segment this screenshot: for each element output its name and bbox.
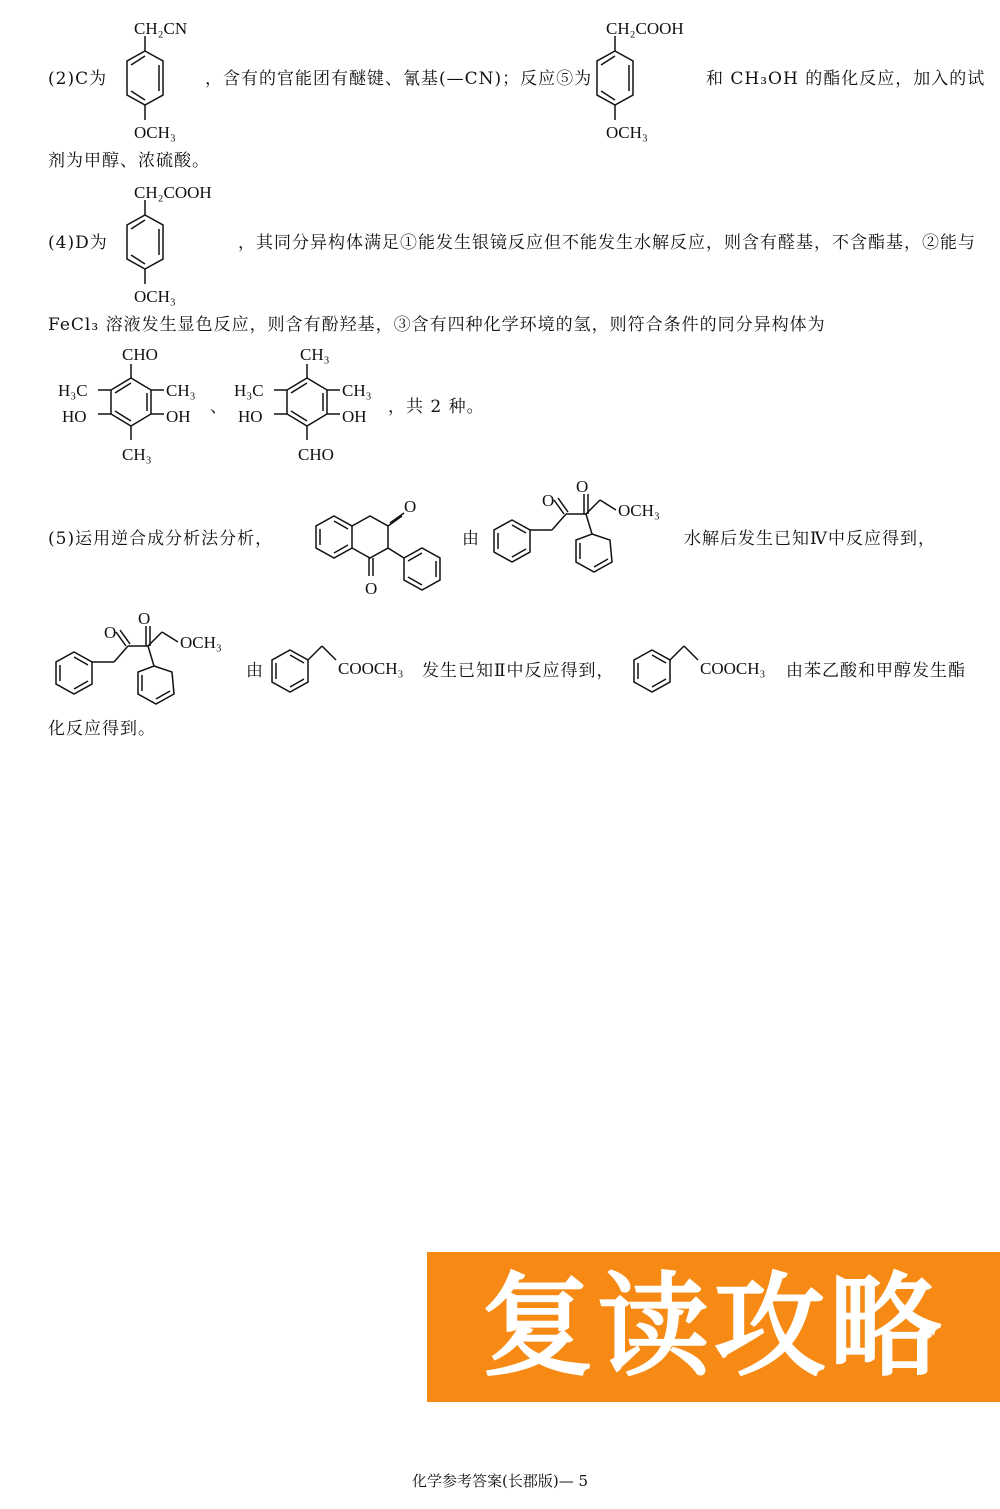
isomer-2-right-bottom: OH [342,407,367,426]
ketoester-structure-2 [52,608,242,718]
isomer-2-structure [232,340,392,470]
isomer-1-bottom: CH₃ [122,445,152,464]
section4-label: (4)D为 [48,233,108,253]
section2-reagents: 剂为甲醇、浓硫酸。 [48,151,210,171]
section5-label: (5)运用逆合成分析法分析， [48,529,274,549]
section2-functional-groups: ，含有的官能团有醚键、氰基(—CN)；反应⑤为 [205,69,593,89]
ketoester-2-oxygen-1: O [104,623,117,642]
section5-hydrolysis: 水解后发生已知Ⅳ中反应得到， [684,529,936,549]
isomer-1-top: CHO [122,345,158,364]
isomer-2-top: CH₃ [300,345,330,364]
diketone-oxygen-1: O [404,497,417,516]
section5-from-2: 由 [246,661,264,681]
watermark-text: 复读攻略 [481,1262,946,1392]
ketoester-2-och3: OCH₃ [180,633,222,652]
isomer-1-left-top: H₃C [58,381,88,400]
isomer-1-left-bottom: HO [62,407,87,426]
phenylacetate-structure-1 [270,640,420,700]
isomer-2-left-top: H₃C [234,381,264,400]
isomer-2-left-bottom: HO [238,407,263,426]
isomer-separator: 、 [210,397,228,417]
isomer-2-bottom: CHO [298,445,334,464]
ketoester-oxygen-1: O [542,491,555,510]
isomer-count: ，共 2 种。 [388,397,485,417]
section2-esterification: 和 CH₃OH 的酯化反应，加入的试 [706,69,986,89]
acid-structure [582,14,702,144]
ketoester-2-oxygen-2: O [138,609,151,628]
ketoester-oxygen-2: O [576,477,589,496]
compound-c-top-group: CH₂CN [134,19,188,38]
section2-label: (2)C为 [48,69,108,89]
phenylacetate-1-group: COOCH₃ [338,659,404,678]
isomer-2-right-top: CH₃ [342,381,372,400]
section5-from: 由 [462,529,480,549]
section5-esterification: 由苯乙酸和甲醇发生酯 [786,661,966,681]
ketoester-och3: OCH₃ [618,501,660,520]
compound-c-structure [112,14,212,144]
isomer-1-structure [56,340,216,470]
compound-d-structure [112,178,232,308]
isomer-1-right-top: CH₃ [166,381,196,400]
compound-d-bottom-group: OCH₃ [134,287,176,306]
section5-conclusion: 化反应得到。 [48,719,156,739]
isomer-1-right-bottom: OH [166,407,191,426]
acid-bottom-group: OCH₃ [606,123,648,142]
phenylacetate-structure-2 [632,640,782,700]
watermark-banner [427,1252,1000,1402]
section5-reaction-ii: 发生已知Ⅱ中反应得到， [422,661,615,681]
section4-conditions-cont: FeCl₃ 溶液发生显色反应，则含有酚羟基，③含有四种化学环境的氢，则符合条件的同分异构体为 [48,315,826,335]
compound-d-top-group: CH₂COOH [134,183,212,202]
page-footer: 化学参考答案(长郡版)— 5 [411,1472,589,1490]
diketone-oxygen-2: O [365,579,378,598]
section4-conditions: ，其同分异构体满足①能发生银镜反应但不能发生水解反应，则含有醛基，不含酯基，②能与 [238,233,976,253]
phenylacetate-2-group: COOCH₃ [700,659,766,678]
compound-c-bottom-group: OCH₃ [134,123,176,142]
diketone-structure [312,492,452,602]
ketoester-structure [490,476,680,586]
acid-top-group: CH₂COOH [606,19,684,38]
